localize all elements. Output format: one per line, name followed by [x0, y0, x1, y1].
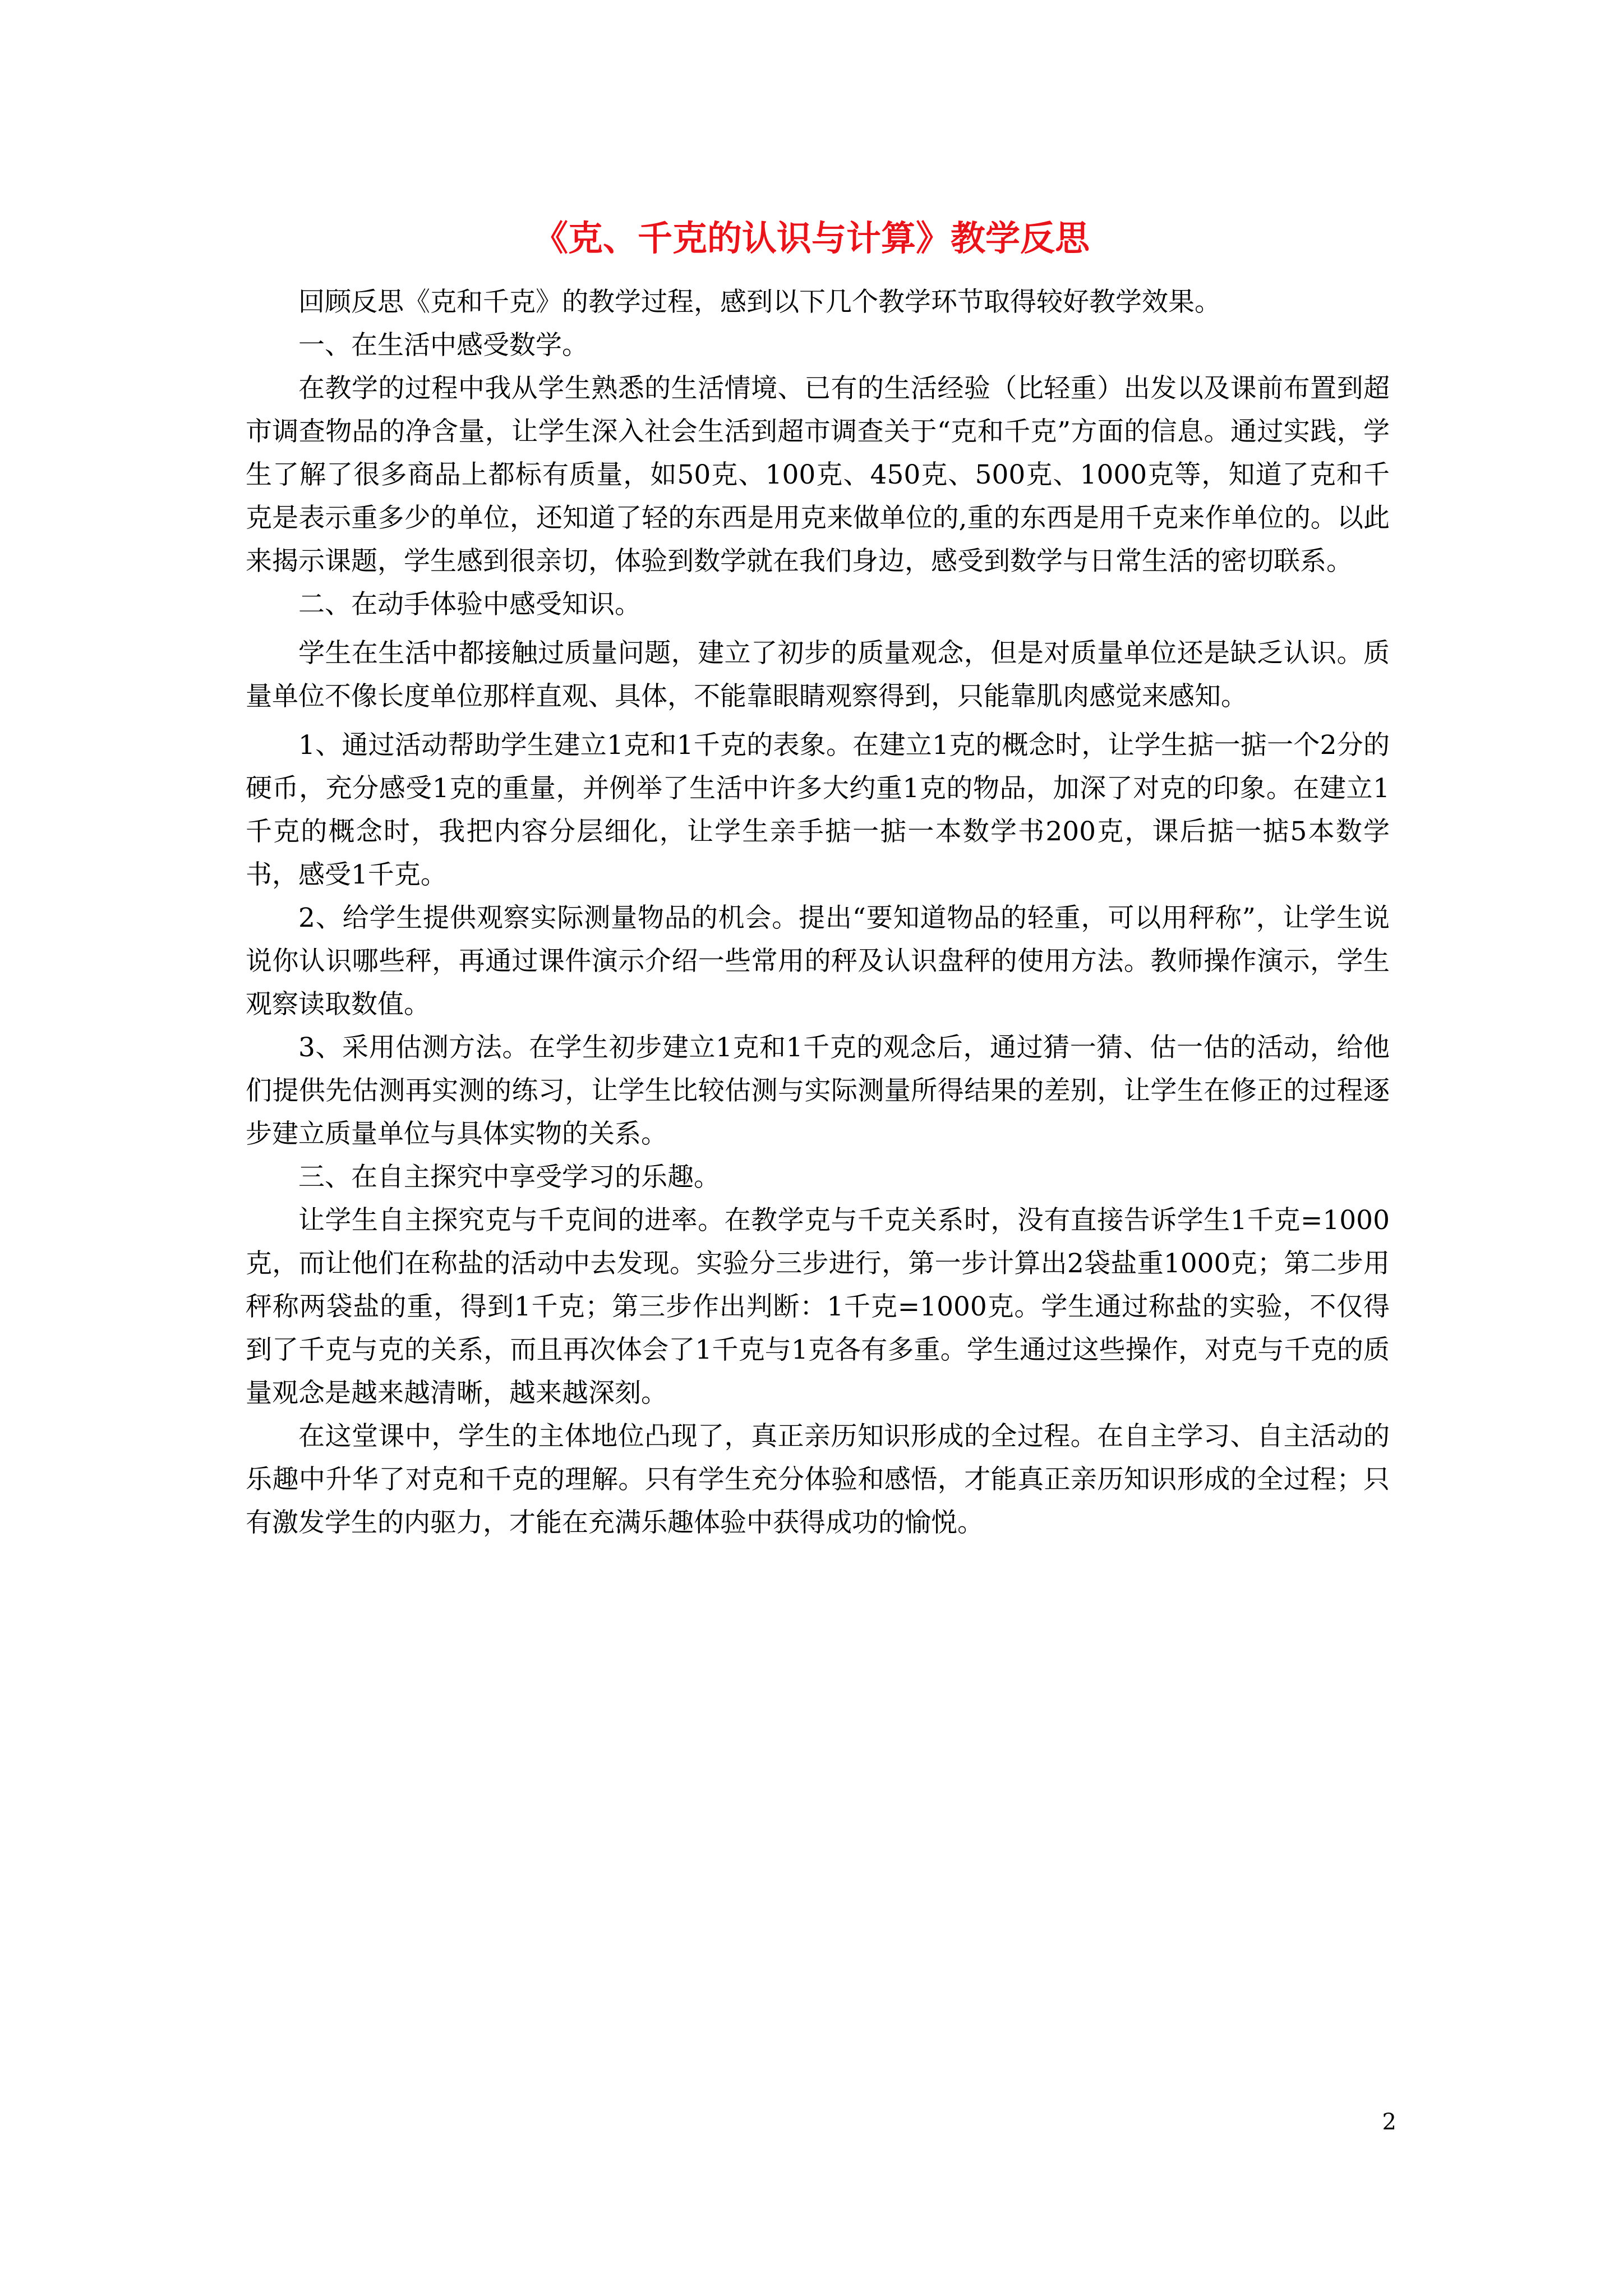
document-body [246, 280, 1390, 1544]
paragraph-conclusion: 在这堂课中，学生的主体地位凸现了，真正亲历知识形成的全过程。在自主学习、自主活动的乐趣中升华了对克和千克的理解。只有学生充分体验和感悟，才能真正亲历知识形成的全过程；只有激发学生的内驱力，才能在充满乐趣体验中获得成功的愉悦。 [246, 1421, 1390, 1538]
section-heading-3: 三、在自主探究中享受学习的乐趣。 [298, 1162, 720, 1193]
paragraph-item-3: 3、采用估测方法。在学生初步建立1克和1千克的观念后，通过猜一猜、估一估的活动，给他们提供先估测再实测的练习，让学生比较估测与实际测量所得结果的差别，让学生在修正的过程逐步建立质量单位与具体实物的关系。 [246, 1032, 1390, 1149]
page-number: 2 [1382, 2109, 1396, 2135]
paragraph-section-3: 让学生自主探究克与千克间的进率。在教学克与千克关系时，没有直接告诉学生1千克=1000克，而让他们在称盐的活动中去发现。实验分三步进行，第一步计算出2袋盐重1000克；第二步用秤称两袋盐的重，得到1千克；第三步作出判断：1千克=1000克。学生通过称盐的实验，不仅得到了千克与克的关系，而且再次体会了1千克与1克各有多重。学生通过这些操作，对克与千克的质量观念是越来越清晰，越来越深刻。 [246, 1205, 1390, 1409]
document-title: 《克、千克的认识与计算》教学反思 [533, 218, 1090, 259]
section-heading-2: 二、在动手体验中感受知识。 [298, 589, 641, 620]
paragraph-item-1: 1、通过活动帮助学生建立1克和1千克的表象。在建立1克的概念时，让学生掂一掂一个2分的硬币，充分感受1克的重量，并例举了生活中许多大约重1克的物品，加深了对克的印象。在建立1千克的概念时，我把内容分层细化，让学生亲手掂一掂一本数学书200克，课后掂一掂5本数学书，感受1千克。 [246, 730, 1390, 890]
paragraph-item-2: 2、给学生提供观察实际测量物品的机会。提出“要知道物品的轻重，可以用秤称”，让学生说说你认识哪些秤，再通过课件演示介绍一些常用的秤及认识盘秤的使用方法。教师操作演示，学生观察读取数值。 [246, 903, 1390, 1020]
paragraph-intro: 回顾反思《克和千克》的教学过程，感到以下几个教学环节取得较好教学效果。 [298, 287, 1221, 318]
section-heading-1: 一、在生活中感受数学。 [298, 330, 588, 361]
paragraph-section-1: 在教学的过程中我从学生熟悉的生活情境、已有的生活经验（比轻重）出发以及课前布置到超市调查物品的净含量，让学生深入社会生活到超市调查关于“克和千克”方面的信息。通过实践，学生了解了很多商品上都标有质量，如50克、100克、450克、500克、1000克等，知道了克和千克是表示重多少的单位，还知道了轻的东西是用克来做单位的,重的东西是用千克来作单位的。以此来揭示课题，学生感到很亲切，体验到数学就在我们身边，感受到数学与日常生活的密切联系。 [246, 373, 1390, 577]
paragraph-section-2: 学生在生活中都接触过质量问题，建立了初步的质量观念，但是对质量单位还是缺乏认识。质量单位不像长度单位那样直观、具体，不能靠眼睛观察得到，只能靠肌肉感觉来感知。 [246, 638, 1390, 712]
